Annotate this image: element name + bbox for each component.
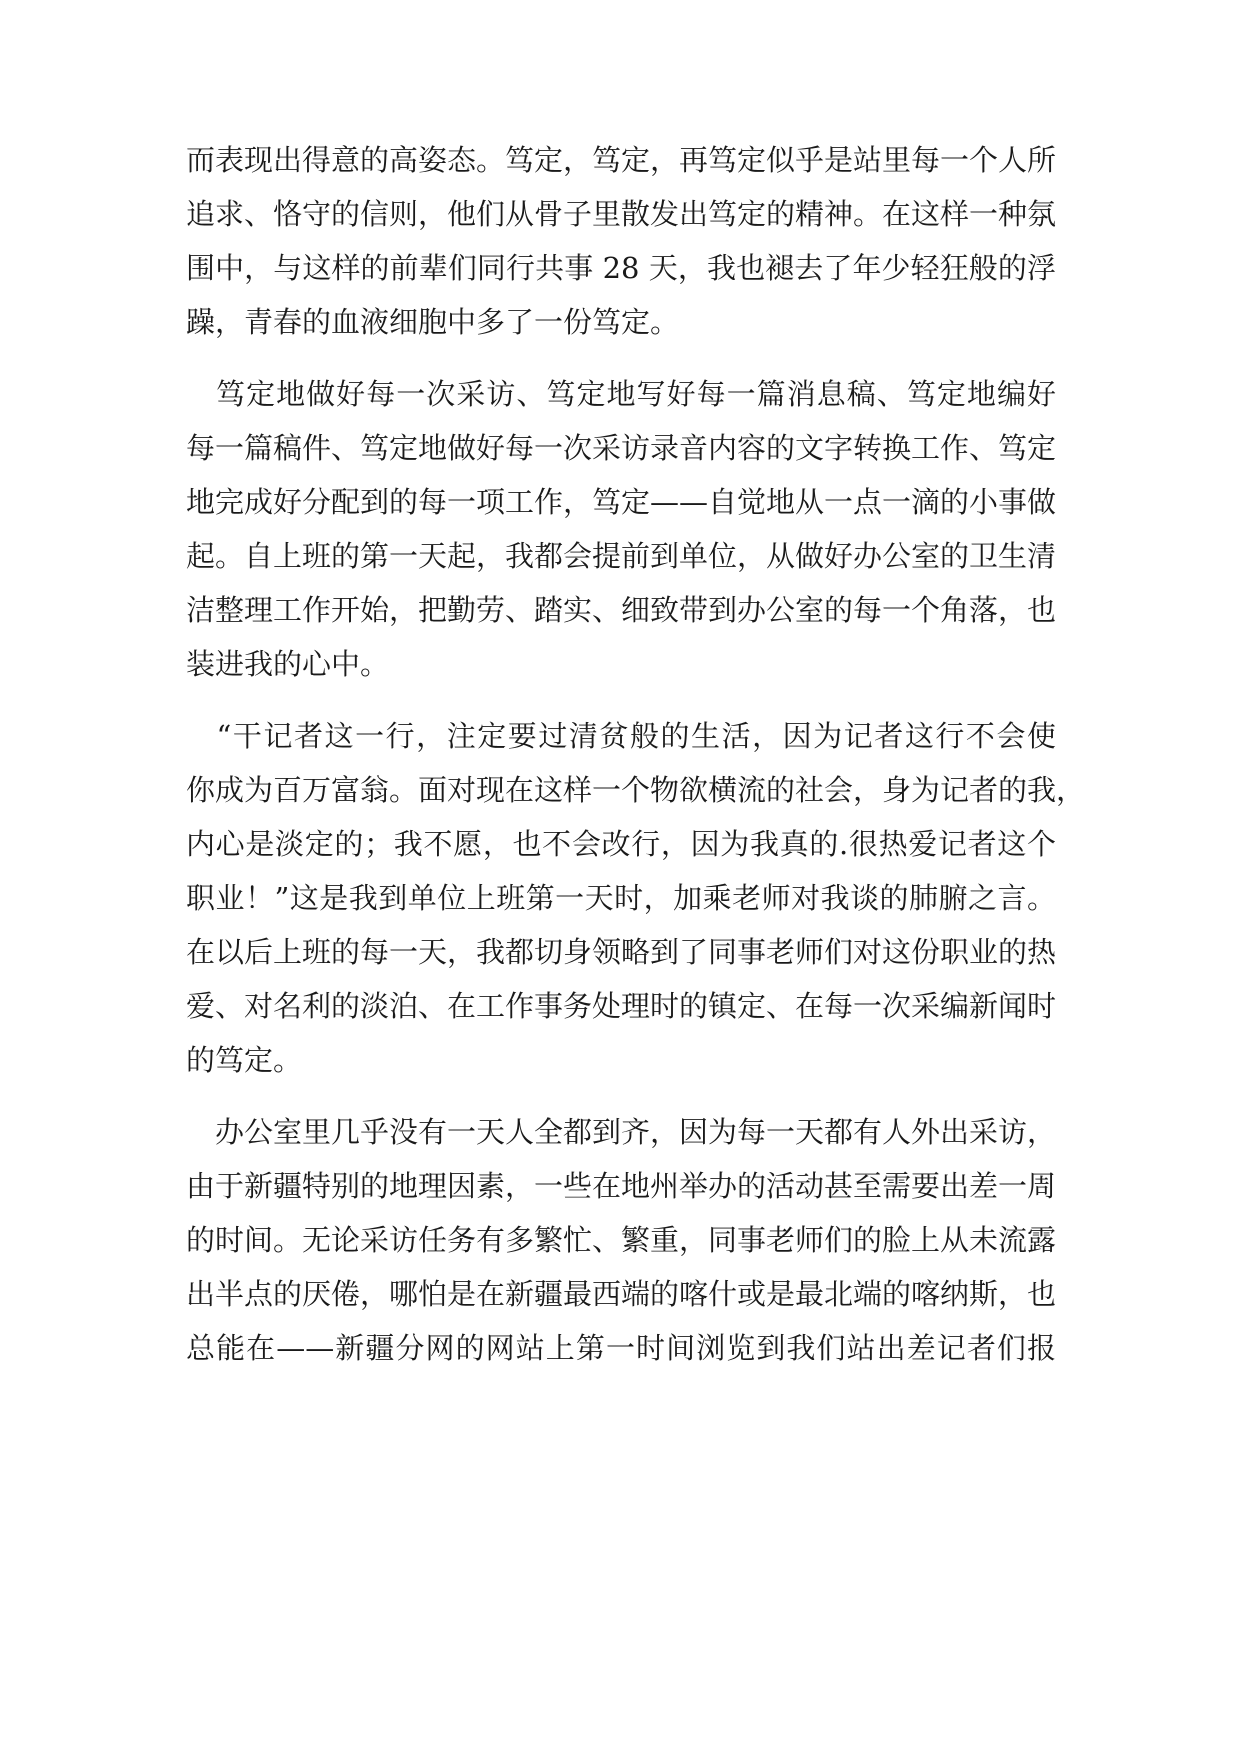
text-line: 躁，青春的血液细胞中多了一份笃定。 <box>186 305 680 339</box>
text-line: 而表现出得意的高姿态。笃定，笃定，再笃定似乎是站里每一个人所 <box>186 143 1057 177</box>
text-line: 地完成好分配到的每一项工作，笃定——自觉地从一点一滴的小事做 <box>186 485 1057 519</box>
paragraph-3 <box>186 709 1086 1087</box>
text-line: 的时间。无论采访任务有多繁忙、繁重，同事老师们的脸上从未流露 <box>186 1223 1057 1257</box>
text-line: 的笃定。 <box>186 1043 303 1077</box>
paragraph-1 <box>186 133 1056 349</box>
text-line: 由于新疆特别的地理因素，一些在地州举办的活动甚至需要出差一周 <box>186 1169 1057 1203</box>
text-line: 笃定地做好每一次采访、笃定地写好每一篇消息稿、笃定地编好 <box>186 377 1056 411</box>
text-line: 在以后上班的每一天，我都切身领略到了同事老师们对这份职业的热 <box>186 935 1057 969</box>
text-line: 追求、恪守的信则，他们从骨子里散发出笃定的精神。在这样一种氛 <box>186 197 1057 231</box>
paragraph-gap <box>186 691 1056 709</box>
paragraph-gap <box>186 1087 1056 1105</box>
text-line: 出半点的厌倦，哪怕是在新疆最西端的喀什或是最北端的喀纳斯，也 <box>186 1277 1057 1311</box>
text-line: 每一篇稿件、笃定地做好每一次采访录音内容的文字转换工作、笃定 <box>186 431 1057 465</box>
document-body <box>186 133 1086 1375</box>
text-line: 内心是淡定的；我不愿，也不会改行，因为我真的.很热爱记者这个 <box>186 827 1056 861</box>
text-line: 你成为百万富翁。面对现在这样一个物欲横流的社会，身为记者的我， <box>186 773 1086 807</box>
text-line: 办公室里几乎没有一天人全都到齐，因为每一天都有人外出采访， <box>186 1115 1057 1149</box>
paragraph-2 <box>186 367 1056 691</box>
text-line: 围中，与这样的前辈们同行共事 28 天，我也褪去了年少轻狂般的浮 <box>186 251 1056 285</box>
text-line: 总能在——新疆分网的网站上第一时间浏览到我们站出差记者们报 <box>186 1331 1056 1365</box>
text-line: 爱、对名利的淡泊、在工作事务处理时的镇定、在每一次采编新闻时 <box>186 989 1057 1023</box>
paragraph-gap <box>186 349 1056 367</box>
text-line: 起。自上班的第一天起，我都会提前到单位，从做好办公室的卫生清 <box>186 539 1057 573</box>
text-line: 职业！”这是我到单位上班第一天时，加乘老师对我谈的肺腑之言。 <box>186 881 1056 915</box>
text-line: “干记者这一行，注定要过清贫般的生活，因为记者这行不会使 <box>186 719 1056 753</box>
paragraph-4 <box>186 1105 1056 1375</box>
text-line: 洁整理工作开始，把勤劳、踏实、细致带到办公室的每一个角落，也 <box>186 593 1057 627</box>
text-line: 装进我的心中。 <box>186 647 390 681</box>
